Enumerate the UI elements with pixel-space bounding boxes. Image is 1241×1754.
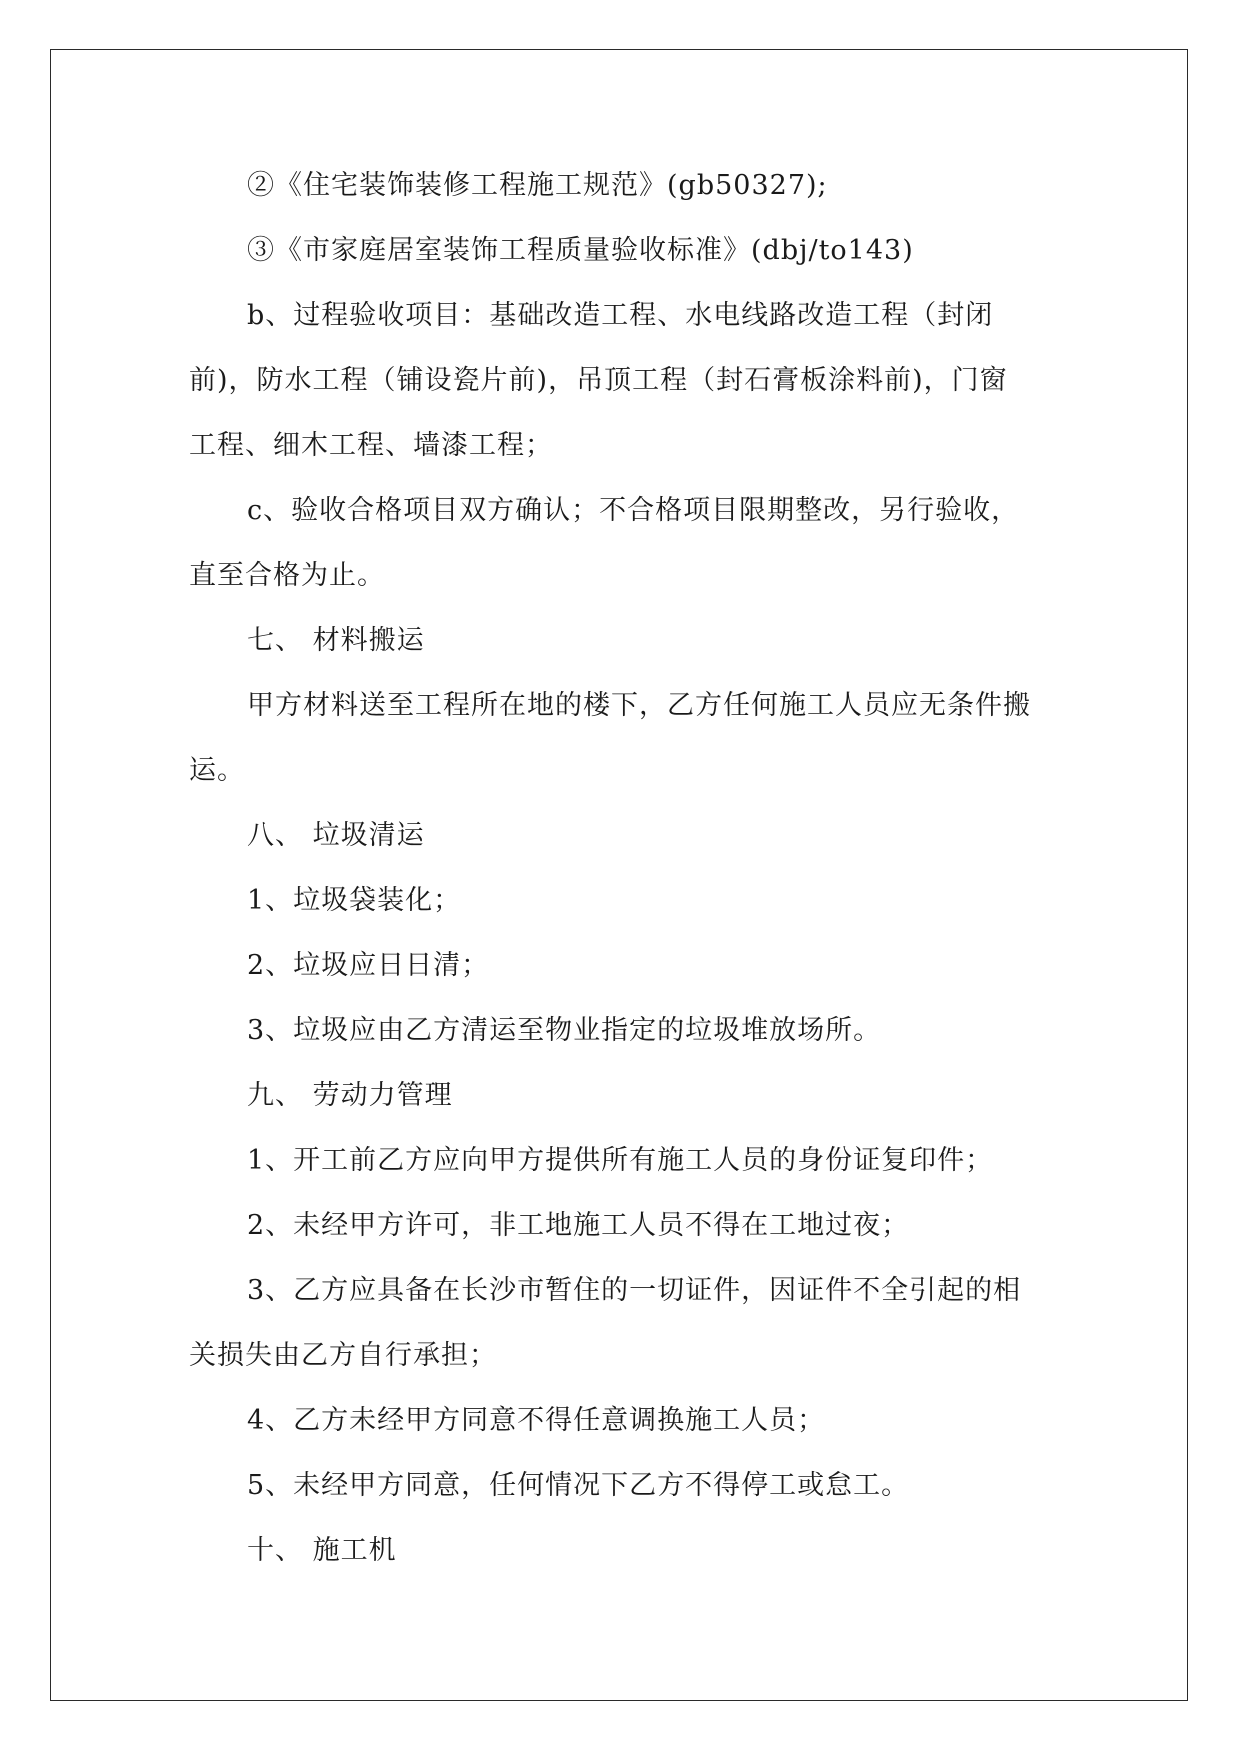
list-item: 3、乙方应具备在长沙市暂住的一切证件，因证件不全引起的相: [247, 1275, 1022, 1306]
section-heading: 七、 材料搬运: [247, 625, 425, 656]
text-line: ②《住宅装饰装修工程施工规范》(gb50327);: [247, 170, 828, 201]
text-line: 直至合格为止。: [189, 560, 385, 591]
list-item: 3、垃圾应由乙方清运至物业指定的垃圾堆放场所。: [247, 1015, 882, 1046]
list-item: 4、乙方未经甲方同意不得任意调换施工人员；: [247, 1405, 826, 1436]
list-item: 1、垃圾袋装化；: [247, 885, 462, 916]
list-item: 5、未经甲方同意，任何情况下乙方不得停工或怠工。: [247, 1470, 910, 1501]
list-item: 1、开工前乙方应向甲方提供所有施工人员的身份证复印件；: [247, 1145, 994, 1176]
text-line: 甲方材料送至工程所在地的楼下，乙方任何施工人员应无条件搬: [247, 690, 1031, 721]
section-heading: 九、 劳动力管理: [247, 1080, 453, 1111]
text-line: c、验收合格项目双方确认；不合格项目限期整改，另行验收，: [247, 495, 1020, 526]
list-item: 2、垃圾应日日清；: [247, 950, 490, 981]
list-item: 2、未经甲方许可，非工地施工人员不得在工地过夜；: [247, 1210, 910, 1241]
text-line: 运。: [189, 755, 245, 786]
text-line: 前)，防水工程（铺设瓷片前)，吊顶工程（封石膏板涂料前)，门窗: [189, 365, 1008, 396]
section-heading: 十、 施工机: [247, 1535, 397, 1566]
text-line: 关损失由乙方自行承担；: [189, 1340, 497, 1371]
text-line: 工程、细木工程、墙漆工程；: [189, 430, 553, 461]
text-line: b、过程验收项目：基础改造工程、水电线路改造工程（封闭: [247, 300, 994, 331]
text-line: ③《市家庭居室装饰工程质量验收标准》(dbj/to143): [247, 235, 914, 266]
section-heading: 八、 垃圾清运: [247, 820, 425, 851]
document-body: [189, 153, 1059, 1583]
